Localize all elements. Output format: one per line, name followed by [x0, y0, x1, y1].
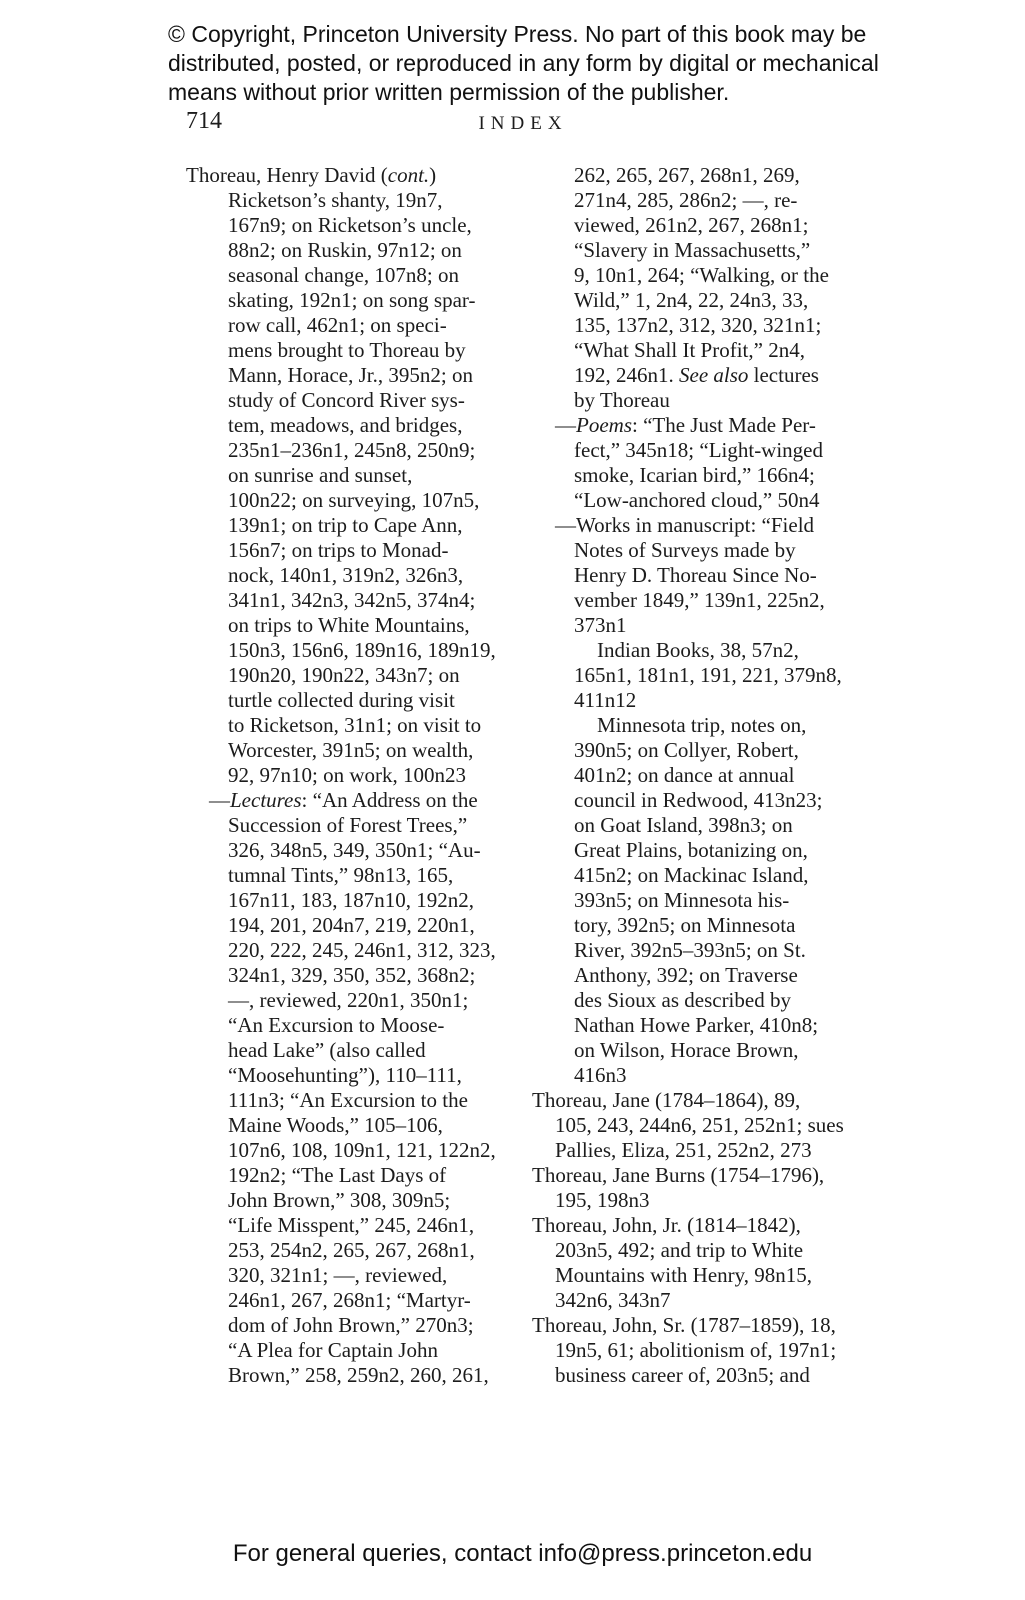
index-line-text: — — [555, 413, 576, 437]
index-line-text: 88n2; on Ruskin, 97n12; on — [228, 238, 462, 262]
index-columns — [186, 163, 862, 1388]
footer-contact: For general queries, contact info@press.princeton.edu — [232, 1540, 813, 1567]
copyright-line: means without prior written permission of the publisher. — [168, 79, 730, 105]
index-line-text: Mann, Horace, Jr., 395n2; on — [228, 363, 473, 387]
index-line — [532, 913, 862, 938]
index-line — [532, 888, 862, 913]
index-line — [186, 1188, 516, 1213]
index-line-text: 156n7; on trips to Monad- — [228, 538, 449, 562]
index-line-text: 401n2; on dance at annual — [574, 763, 795, 787]
index-line-text: — — [209, 788, 230, 812]
index-line — [532, 588, 862, 613]
index-line — [186, 338, 516, 363]
index-line-text: 167n11, 183, 187n10, 192n2, — [228, 888, 474, 912]
index-line — [186, 1063, 516, 1088]
index-line — [186, 663, 516, 688]
index-line-text: lectures — [748, 363, 819, 387]
index-line-text: 246n1, 267, 268n1; “Martyr- — [228, 1288, 471, 1312]
index-line-text: : “The Just Made Per- — [632, 413, 816, 437]
index-line-text: 139n1; on trip to Cape Ann, — [228, 513, 463, 537]
index-line-text: on sunrise and sunset, — [228, 463, 413, 487]
index-line-text: Maine Woods,” 105–106, — [228, 1113, 443, 1137]
index-line-text: 220, 222, 245, 246n1, 312, 323, — [228, 938, 496, 962]
index-line-text: 411n12 — [574, 688, 637, 712]
index-line-text: fect,” 345n18; “Light-winged — [574, 438, 824, 462]
index-line — [532, 938, 862, 963]
index-line — [186, 888, 516, 913]
index-line — [186, 463, 516, 488]
copyright-notice — [168, 20, 879, 107]
index-line — [186, 1013, 516, 1038]
index-line-text: ) — [429, 163, 437, 187]
index-line — [186, 563, 516, 588]
index-line-text: 9, 10n1, 264; “Walking, or the — [574, 263, 829, 287]
index-line — [532, 288, 862, 313]
index-line-text: 235n1–236n1, 245n8, 250n9; — [228, 438, 476, 462]
index-line — [532, 463, 862, 488]
index-line-text: Henry D. Thoreau Since No- — [574, 563, 817, 587]
index-line-text: tumnal Tints,” 98n13, 165, — [228, 863, 454, 887]
index-line — [532, 538, 862, 563]
index-line — [186, 438, 516, 463]
index-line — [186, 263, 516, 288]
index-line-text: 326, 348n5, 349, 350n1; “Au- — [228, 838, 481, 862]
index-line — [186, 788, 516, 813]
index-column-left — [186, 163, 516, 1388]
index-line-text: 390n5; on Collyer, Robert, — [574, 738, 799, 762]
index-line — [532, 188, 862, 213]
index-line-text: to Ricketson, 31n1; on visit to — [228, 713, 482, 737]
index-line-text: Pallies, Eliza, 251, 252n2, 273 — [555, 1138, 812, 1162]
index-line-text: head Lake” (also called — [228, 1038, 426, 1062]
index-line-text: 165n1, 181n1, 191, 221, 379n8, — [574, 663, 842, 687]
index-line-text: council in Redwood, 413n23; — [574, 788, 823, 812]
index-line — [532, 1313, 862, 1338]
index-line — [186, 1313, 516, 1338]
index-line-text: 320, 321n1; —, reviewed, — [228, 1263, 448, 1287]
index-line-text: 150n3, 156n6, 189n16, 189n19, — [228, 638, 496, 662]
index-line-text: on Goat Island, 398n3; on — [574, 813, 793, 837]
index-line-text: dom of John Brown,” 270n3; — [228, 1313, 474, 1337]
index-line — [532, 1213, 862, 1238]
index-line — [532, 438, 862, 463]
index-line — [186, 638, 516, 663]
index-line-text: 342n6, 343n7 — [555, 1288, 671, 1312]
index-line — [186, 1038, 516, 1063]
index-line — [186, 1163, 516, 1188]
index-line — [186, 963, 516, 988]
index-line-text: “What Shall It Profit,” 2n4, — [574, 338, 805, 362]
index-line — [532, 1038, 862, 1063]
index-line-text: 341n1, 342n3, 342n5, 374n4; — [228, 588, 476, 612]
index-line-text: seasonal change, 107n8; on — [228, 263, 459, 287]
index-line — [532, 1138, 862, 1163]
index-line-text: 324n1, 329, 350, 352, 368n2; — [228, 963, 476, 987]
index-line-text: 111n3; “An Excursion to the — [228, 1088, 468, 1112]
index-line-text: Notes of Surveys made by — [574, 538, 796, 562]
index-line — [186, 413, 516, 438]
index-line-text: by Thoreau — [574, 388, 670, 412]
index-line — [532, 738, 862, 763]
index-line — [532, 1013, 862, 1038]
copyright-line: distributed, posted, or reproduced in any form by digital or mechanical — [168, 50, 879, 76]
index-line — [532, 763, 862, 788]
index-line — [532, 1363, 862, 1388]
index-line-text: 415n2; on Mackinac Island, — [574, 863, 809, 887]
index-line — [186, 813, 516, 838]
index-line — [186, 163, 516, 188]
index-line-text: 100n22; on surveying, 107n5, — [228, 488, 480, 512]
index-line — [186, 838, 516, 863]
index-line — [532, 1188, 862, 1213]
index-line-text: Indian Books, 38, 57n2, — [597, 638, 799, 662]
index-line-text: 194, 201, 204n7, 219, 220n1, — [228, 913, 475, 937]
index-line — [186, 613, 516, 638]
index-line-italic-segment: Lectures — [230, 788, 302, 812]
index-line — [186, 1138, 516, 1163]
index-line — [186, 738, 516, 763]
index-line — [186, 213, 516, 238]
index-line-text: Thoreau, Jane Burns (1754–1796), — [532, 1163, 825, 1187]
index-line — [532, 213, 862, 238]
index-line — [532, 1063, 862, 1088]
index-line-text: : “An Address on the — [301, 788, 478, 812]
index-line-text: 373n1 — [574, 613, 627, 637]
index-line — [186, 488, 516, 513]
index-line — [532, 1113, 862, 1138]
index-line — [186, 363, 516, 388]
index-line-text: tory, 392n5; on Minnesota — [574, 913, 796, 937]
index-line-text: 92, 97n10; on work, 100n23 — [228, 763, 466, 787]
index-line — [186, 1213, 516, 1238]
index-line-text: River, 392n5–393n5; on St. — [574, 938, 806, 962]
index-line-italic-segment: See also — [679, 363, 749, 387]
index-line — [532, 713, 862, 738]
index-line-text: business career of, 203n5; and — [555, 1363, 810, 1387]
index-line-text: viewed, 261n2, 267, 268n1; — [574, 213, 809, 237]
index-line — [186, 1263, 516, 1288]
index-line — [532, 163, 862, 188]
index-line — [186, 538, 516, 563]
index-line-text: 135, 137n2, 312, 320, 321n1; — [574, 313, 822, 337]
index-line — [532, 613, 862, 638]
index-line — [532, 388, 862, 413]
index-line — [532, 988, 862, 1013]
index-line-text: nock, 140n1, 319n2, 326n3, — [228, 563, 464, 587]
index-line-text: Worcester, 391n5; on wealth, — [228, 738, 474, 762]
index-line — [186, 913, 516, 938]
index-line — [532, 313, 862, 338]
index-line — [186, 988, 516, 1013]
index-line-text: Great Plains, botanizing on, — [574, 838, 808, 862]
index-line-text: —Works in manuscript: “Field — [555, 513, 815, 537]
index-line-text: skating, 192n1; on song spar- — [228, 288, 476, 312]
index-line-text: 195, 198n3 — [555, 1188, 650, 1212]
index-line-text: study of Concord River sys- — [228, 388, 465, 412]
index-line-text: Thoreau, John, Jr. (1814–1842), — [532, 1213, 801, 1237]
index-line — [186, 1363, 516, 1388]
index-line — [532, 488, 862, 513]
index-line-text: vember 1849,” 139n1, 225n2, — [574, 588, 825, 612]
index-line — [186, 688, 516, 713]
index-line — [186, 588, 516, 613]
index-line — [186, 1338, 516, 1363]
index-line — [532, 513, 862, 538]
index-line — [532, 363, 862, 388]
index-line — [186, 1238, 516, 1263]
index-line-italic-segment: cont. — [387, 163, 430, 187]
copyright-line: © Copyright, Princeton University Press. No part of this book may be — [168, 21, 867, 47]
index-line — [186, 938, 516, 963]
index-line — [186, 288, 516, 313]
index-line-text: Thoreau, Henry David ( — [186, 163, 388, 187]
index-line — [186, 188, 516, 213]
index-line — [532, 1288, 862, 1313]
index-line — [186, 1088, 516, 1113]
index-line-text: des Sioux as described by — [574, 988, 791, 1012]
index-line-text: “Moosehunting”), 110–111, — [228, 1063, 462, 1087]
index-line-text: “A Plea for Captain John — [228, 1338, 438, 1362]
index-line — [186, 1113, 516, 1138]
index-line-text: 190n20, 190n22, 343n7; on — [228, 663, 460, 687]
index-line-text: on trips to White Mountains, — [228, 613, 470, 637]
index-line-text: mens brought to Thoreau by — [228, 338, 466, 362]
index-line — [186, 388, 516, 413]
index-line-text: tem, meadows, and bridges, — [228, 413, 463, 437]
index-line — [532, 1163, 862, 1188]
index-line — [532, 838, 862, 863]
page-number: 714 — [186, 108, 222, 134]
index-line — [532, 338, 862, 363]
index-line — [532, 1338, 862, 1363]
index-line-text: “An Excursion to Moose- — [228, 1013, 445, 1037]
index-line-text: Mountains with Henry, 98n15, — [555, 1263, 813, 1287]
index-line-text: 203n5, 492; and trip to White — [555, 1238, 804, 1262]
index-line-text: smoke, Icarian bird,” 166n4; — [574, 463, 815, 487]
index-line — [532, 663, 862, 688]
index-line-text: turtle collected during visit — [228, 688, 455, 712]
index-line-text: 416n3 — [574, 1063, 627, 1087]
index-line-text: John Brown,” 308, 309n5; — [228, 1188, 451, 1212]
index-line — [532, 863, 862, 888]
index-line-text: “Life Misspent,” 245, 246n1, — [228, 1213, 475, 1237]
index-line-text: “Slavery in Massachusetts,” — [574, 238, 811, 262]
index-line — [186, 1288, 516, 1313]
index-line-text: —, reviewed, 220n1, 350n1; — [228, 988, 469, 1012]
index-line-text: 105, 243, 244n6, 251, 252n1; sues — [555, 1113, 844, 1137]
index-line — [186, 863, 516, 888]
index-line-text: Brown,” 258, 259n2, 260, 261, — [228, 1363, 489, 1387]
index-line — [186, 513, 516, 538]
index-line-text: Anthony, 392; on Traverse — [574, 963, 798, 987]
index-line — [186, 238, 516, 263]
index-line-text: 262, 265, 267, 268n1, 269, — [574, 163, 800, 187]
index-line-text: Ricketson’s shanty, 19n7, — [228, 188, 443, 212]
index-line — [532, 963, 862, 988]
index-line — [532, 638, 862, 663]
index-line — [532, 263, 862, 288]
index-line-italic-segment: Poems — [576, 413, 632, 437]
index-line — [532, 563, 862, 588]
page-title: INDEX — [478, 113, 568, 134]
index-line-text: 19n5, 61; abolitionism of, 197n1; — [555, 1338, 837, 1362]
index-column-right — [532, 163, 862, 1388]
index-line-text: Thoreau, Jane (1784–1864), 89, — [532, 1088, 801, 1112]
index-line-text: 393n5; on Minnesota his- — [574, 888, 790, 912]
index-line-text: 192n2; “The Last Days of — [228, 1163, 447, 1187]
index-line-text: 253, 254n2, 265, 267, 268n1, — [228, 1238, 475, 1262]
index-line-text: 271n4, 285, 286n2; —, re- — [574, 188, 798, 212]
index-line-text: 192, 246n1. — [574, 363, 679, 387]
index-line — [532, 1263, 862, 1288]
index-line — [186, 713, 516, 738]
index-line-text: Minnesota trip, notes on, — [597, 713, 807, 737]
index-line — [532, 813, 862, 838]
index-line-text: “Low-anchored cloud,” 50n4 — [574, 488, 820, 512]
index-line — [186, 313, 516, 338]
index-line-text: 107n6, 108, 109n1, 121, 122n2, — [228, 1138, 496, 1162]
index-line — [186, 763, 516, 788]
index-line-text: Wild,” 1, 2n4, 22, 24n3, 33, — [574, 288, 809, 312]
index-line-text: row call, 462n1; on speci- — [228, 313, 447, 337]
index-line-text: Thoreau, John, Sr. (1787–1859), 18, — [532, 1313, 836, 1337]
index-line — [532, 1088, 862, 1113]
index-line — [532, 413, 862, 438]
index-line-text: on Wilson, Horace Brown, — [574, 1038, 799, 1062]
index-line — [532, 788, 862, 813]
index-line-text: 167n9; on Ricketson’s uncle, — [228, 213, 472, 237]
index-line — [532, 238, 862, 263]
index-line — [532, 688, 862, 713]
index-line-text: Succession of Forest Trees,” — [228, 813, 468, 837]
index-line — [532, 1238, 862, 1263]
index-line-text: Nathan Howe Parker, 410n8; — [574, 1013, 819, 1037]
